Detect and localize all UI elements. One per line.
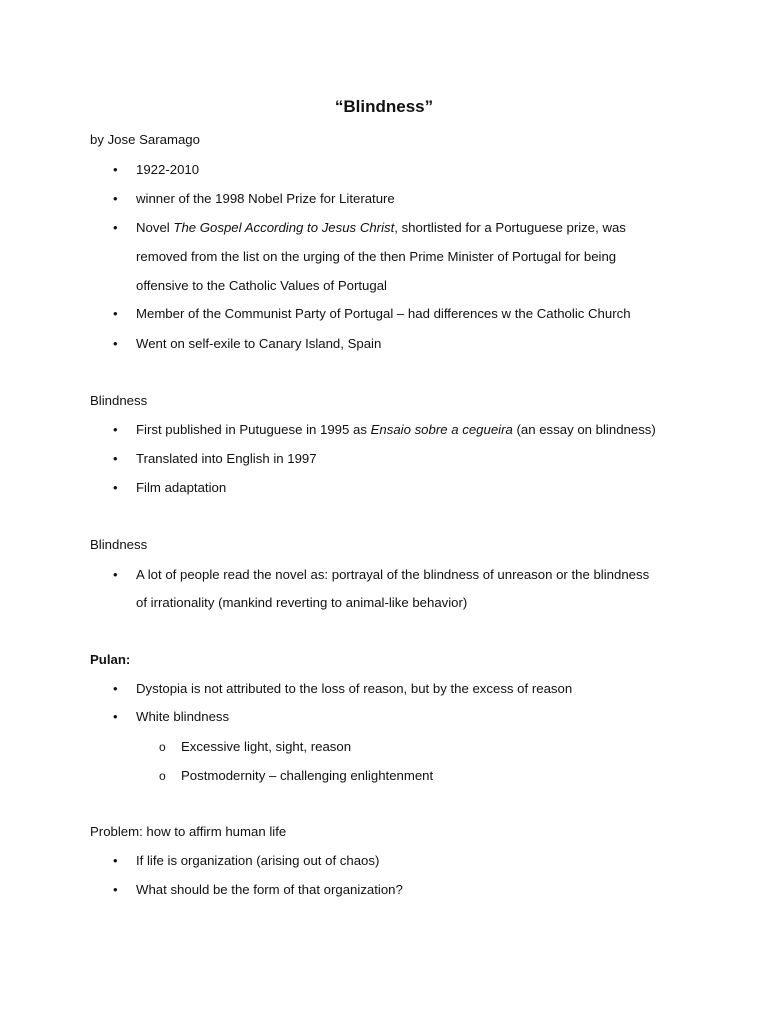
bullet-marker: •	[113, 882, 118, 897]
section-heading: Problem: how to affirm human life	[90, 824, 287, 839]
list-item-continuation: of irrationality (mankind reverting to animal-like behavior)	[136, 595, 468, 610]
sub-bullet-marker: o	[159, 740, 166, 754]
list-item: Member of the Communist Party of Portugal – had differences w the Catholic Church	[136, 306, 631, 321]
list-item	[136, 219, 626, 237]
list-item-continuation: removed from the list on the urging of the then Prime Minister of Portugal for being	[136, 249, 617, 264]
list-item: Dystopia is not attributed to the loss of reason, but by the excess of reason	[136, 681, 573, 696]
bullet-marker: •	[113, 422, 118, 437]
bullet-marker: •	[113, 336, 118, 351]
list-item-continuation: offensive to the Catholic Values of Portugal	[136, 278, 387, 293]
bullet-marker: •	[113, 162, 118, 177]
list-item	[136, 421, 656, 439]
bullet-marker: •	[113, 681, 118, 696]
list-item-suffix: , shortlisted for a Portuguese prize, was	[394, 220, 626, 235]
list-item-prefix: First published in Putuguese in 1995 as	[136, 422, 371, 437]
bullet-marker: •	[113, 480, 118, 495]
section-heading: Blindness	[90, 537, 148, 552]
list-item: Film adaptation	[136, 480, 227, 495]
byline: by Jose Saramago	[90, 132, 200, 147]
list-item: What should be the form of that organization?	[136, 882, 403, 897]
sub-bullet-marker: o	[159, 769, 166, 783]
list-item-suffix: (an essay on blindness)	[512, 422, 656, 437]
bullet-marker: •	[113, 220, 118, 235]
bullet-marker: •	[113, 709, 118, 724]
list-item: A lot of people read the novel as: portrayal of the blindness of unreason or the blindness	[136, 567, 650, 582]
document-title: “Blindness”	[334, 97, 434, 116]
list-item: 1922-2010	[136, 162, 200, 177]
sub-list-item: Excessive light, sight, reason	[181, 739, 352, 754]
list-item: White blindness	[136, 709, 230, 724]
bullet-marker: •	[113, 853, 118, 868]
section-heading: Blindness	[90, 393, 148, 408]
list-item-prefix: Novel	[136, 220, 174, 235]
bullet-marker: •	[113, 567, 118, 582]
sub-list-item: Postmodernity – challenging enlightenment	[181, 768, 434, 783]
bullet-marker: •	[113, 306, 118, 321]
bullet-marker: •	[113, 191, 118, 206]
list-item: If life is organization (arising out of chaos)	[136, 853, 380, 868]
list-item: Translated into English in 1997	[136, 451, 317, 466]
bullet-marker: •	[113, 451, 118, 466]
list-item: Went on self-exile to Canary Island, Spain	[136, 336, 382, 351]
book-title: The Gospel According to Jesus Christ	[173, 220, 395, 235]
book-title-original: Ensaio sobre a cegueira	[370, 422, 513, 437]
section-heading: Pulan:	[90, 652, 131, 667]
list-item: winner of the 1998 Nobel Prize for Literature	[136, 191, 395, 206]
